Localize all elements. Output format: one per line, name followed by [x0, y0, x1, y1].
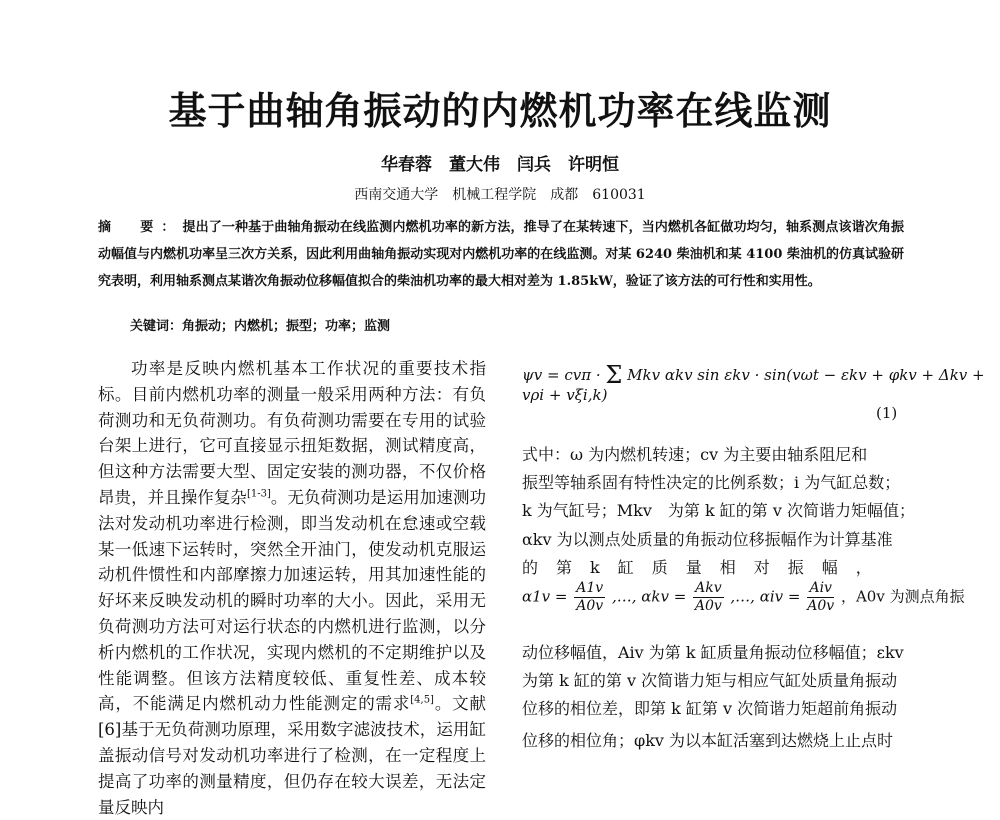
- right-line-9: 位移的相位差，即第 k 缸第 v 次简谐力矩超前角振动: [522, 699, 898, 718]
- intro-text-2: 。无负荷测功是运用加速测功法对发动机功率进行检测，即当发动机在怠速或空载某一低速下运转时，突然全开油门，使发动机克服运动机件惯性和内部摩擦力加速运转，用其加速性能的好坏来反映发动机的瞬时功率的大小。因此，采用无负荷测功方法可对运行状态的内燃机进行监测，以分析内燃机的工作状况，实现内燃机的不定期维护以及性能调整。但该方法精度较低、重复性差、成本较高，不能满足内燃机动力性能测定的需求: [98, 487, 487, 714]
- intro-paragraph: [98, 356, 486, 820]
- fraction-denominator: A0v: [576, 598, 604, 614]
- ratio-lead: α1v =: [522, 587, 568, 606]
- citation-2[interactable]: [4,5]: [410, 694, 434, 706]
- equation-rhs: Mkv αkv sin εkv · sin(vωt − εkv + φkv + Δkv + vρi + vξi,k): [522, 366, 985, 404]
- ratio-tail: ，A0v 为测点角振: [840, 587, 965, 606]
- ratio-fraction-2: [693, 580, 724, 615]
- fraction-denominator: A0v: [807, 598, 835, 614]
- citation-1[interactable]: [1-3]: [246, 488, 271, 500]
- author-list: 华春蓉 董大伟 闫兵 许明恒: [381, 155, 619, 175]
- equation-number: (1): [876, 404, 898, 422]
- right-line-2: 振型等轴系固有特性决定的比例系数；i 为气缸总数；: [522, 473, 901, 492]
- paper-title: 基于曲轴角振动的内燃机功率在线监测: [168, 89, 832, 133]
- right-line-5: 的 第 k 缸 质 量 相 对 振 幅 ，: [522, 558, 873, 577]
- right-line-10: 位移的相位角；φkv 为以本缸活塞到达燃烧上止点时: [522, 731, 894, 750]
- fraction-numerator: Akv: [695, 580, 722, 596]
- ratio-fraction-3: [807, 580, 834, 615]
- keywords-label: 关键词：: [130, 319, 183, 334]
- abstract-label: 摘 要：: [98, 220, 183, 235]
- equation-lhs: ψv = cvπ ·: [522, 366, 601, 384]
- fraction-numerator: Aiv: [807, 580, 834, 598]
- intro-text-3: 。文献[6]基于无负荷测功原理，采用数字滤波技术，运用缸盖振动信号对发动机功率进行了检测，在一定程度上提高了功率的测量精度，但仍存在较大误差，无法定量反映内: [98, 694, 487, 817]
- ratio-separator: ,…, αiv =: [730, 587, 801, 606]
- abstract: [98, 214, 904, 295]
- summation-symbol: Σ: [605, 361, 623, 389]
- right-line-3: k 为气缸号；Mkv 为第 k 缸的第 v 次简谐力矩幅值；: [522, 501, 915, 520]
- keywords: [130, 315, 390, 334]
- ratio-separator: ,…, αkv =: [611, 587, 687, 606]
- equation-1: [522, 358, 1000, 404]
- fraction-denominator: A0v: [694, 598, 722, 614]
- ratio-definitions: [522, 580, 965, 615]
- left-column: [98, 356, 486, 820]
- right-line-8: 为第 k 缸的第 v 次简谐力矩与相应气缸处质量角振动: [522, 671, 898, 690]
- fraction-numerator: A1v: [576, 580, 604, 596]
- right-line-1: 式中：ω 为内燃机转速；cv 为主要由轴系阻尼和: [522, 445, 868, 464]
- right-line-7: 动位移幅值，Aiv 为第 k 缸质量角振动位移幅值；εkv: [522, 643, 904, 662]
- intro-text-1: 功率是反映内燃机基本工作状况的重要技术指标。目前内燃机功率的测量一般采用两种方法：有负荷测功和无负荷测功。有负荷测功需要在专用的试验台架上进行，它可直接显示扭矩数据，测试精度高，但这种方法需要大型、固定安装的测功器，不仅价格昂贵，并且操作复杂: [98, 359, 486, 507]
- abstract-text: 提出了一种基于曲轴角振动在线监测内燃机功率的新方法，推导了在某转速下，当内燃机各缸做功均匀，轴系测点该谐次角振动幅值与内燃机功率呈三次方关系，因此利用曲轴角振动实现对内燃机功率的在线监测。对某 6240 柴油机和某 4100 柴油机的仿真试验研究表明，利用轴系测点某谐次角振动位移幅值拟合的柴油机功率的最大相对差为 1.85kW，验证了该方法的可行性和实用性。: [98, 220, 904, 289]
- ratio-fraction-1: [574, 580, 605, 615]
- right-line-4: αkv 为以测点处质量的角振动位移振幅作为计算基准: [522, 530, 893, 549]
- keywords-text: 角振动；内燃机；振型；功率；监测: [182, 319, 391, 334]
- affiliation: 西南交通大学 机械工程学院 成都 610031: [354, 187, 646, 203]
